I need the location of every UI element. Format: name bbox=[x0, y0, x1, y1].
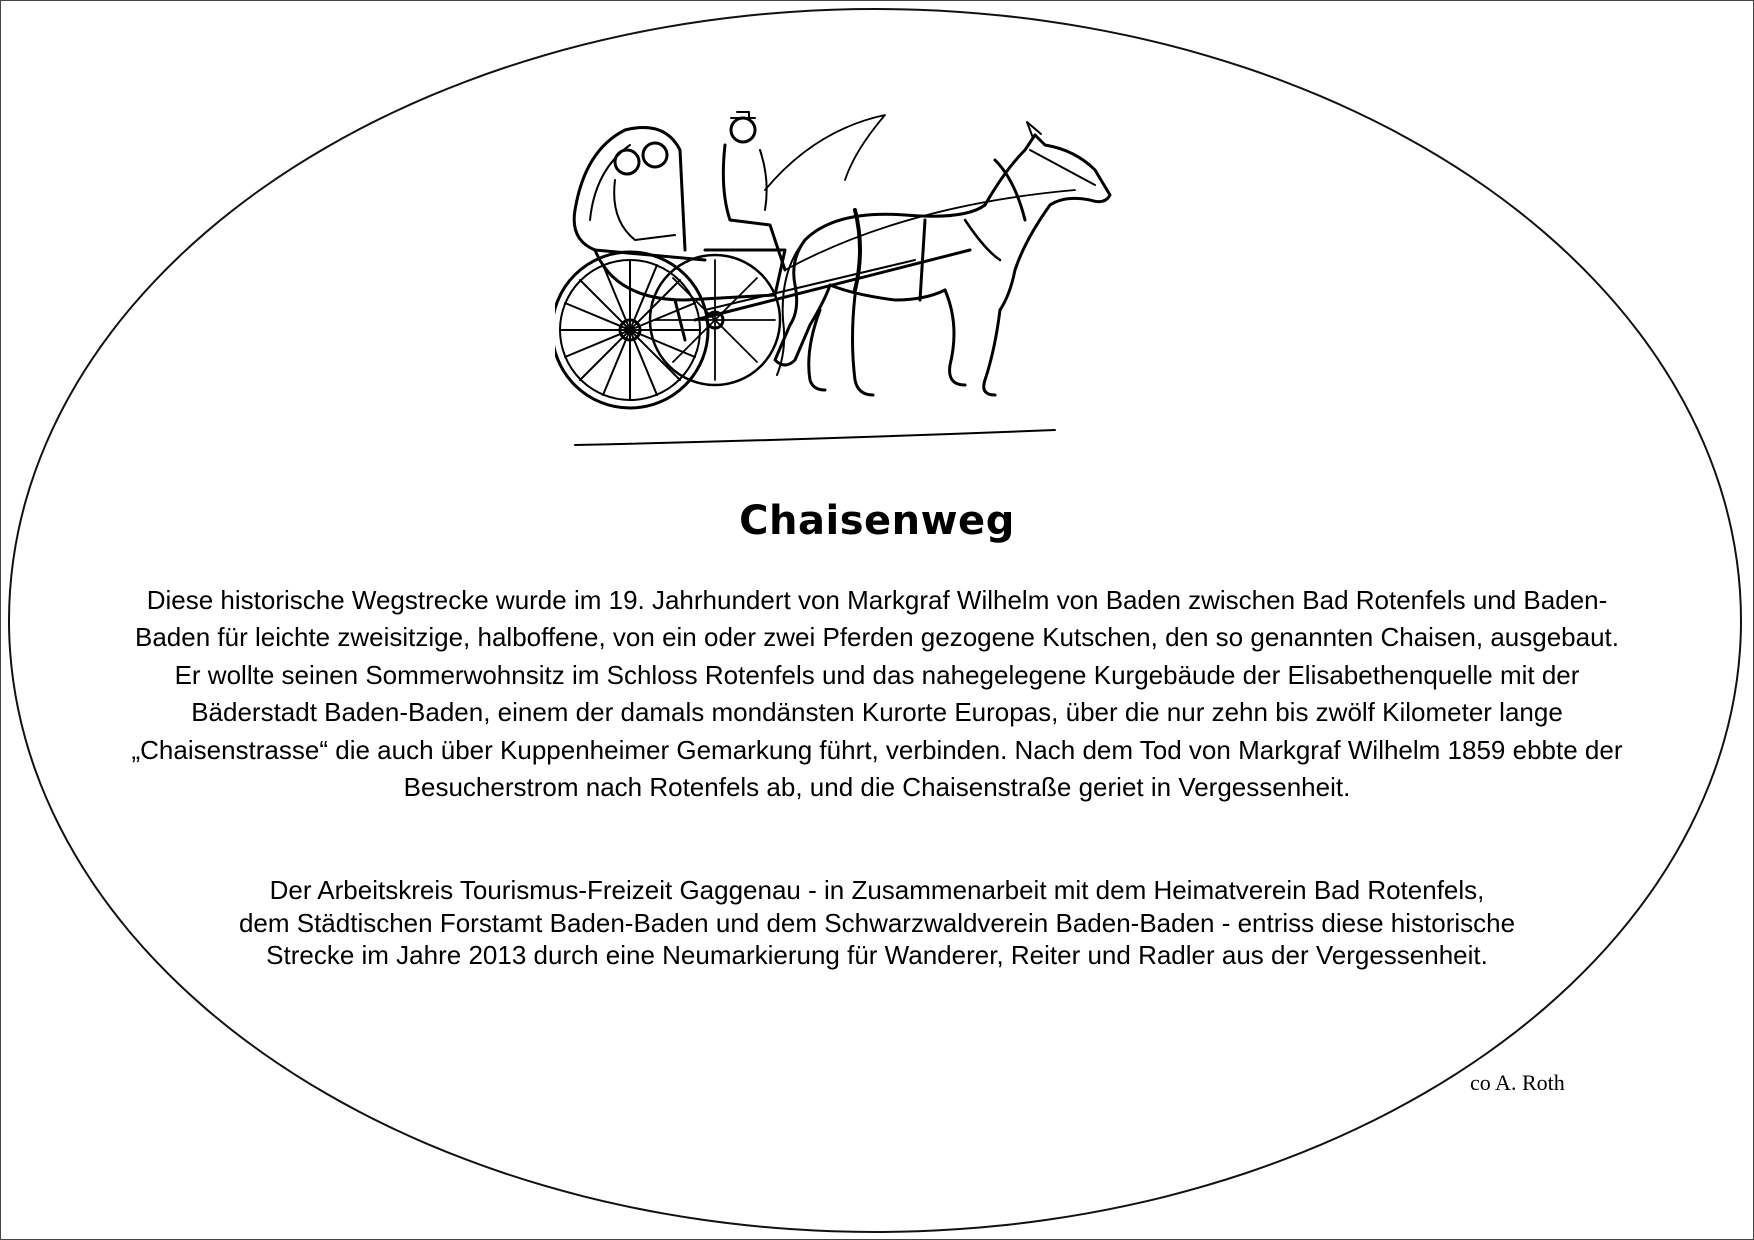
author-credit: co A. Roth bbox=[1470, 1070, 1565, 1095]
horse-drawn-chaise-illustration bbox=[555, 110, 1185, 460]
page-title: Chaisenweg bbox=[739, 498, 1015, 544]
history-paragraph: Diese historische Wegstrecke wurde im 19. Jahrhundert von Markgraf Wilhelm von Baden zwischen Bad Rotenfels und Baden-Baden für leichte zweisitzige, halboffene, von ein oder zwei Pferden gezogene Kutschen, den so genannten Chaisen, ausgebaut. Er wollte seinen Sommerwohnsitz im Schloss Rotenfels und das nahegelegene Kurgebäude der Elisabethenquelle mit der Bäderstadt Baden-Baden, einem der damals mondänsten Kurorte Europas, über die nur zehn bis zwölf Kilometer lange „Chaisenstrasse“ die auch über Kuppenheimer Gemarkung führt, verbinden. Nach dem Tod von Markgraf Wilhelm 1859 ebbte der Besucherstrom nach Rotenfels ab, und die Chaisenstraße geriet in Vergessenheit. bbox=[131, 585, 1623, 803]
credits-line: Der Arbeitskreis Tourismus-Freizeit Gaggenau - in Zusammenarbeit mit dem Heimatverein Bad Rotenfels, bbox=[269, 875, 1485, 905]
credits-paragraph bbox=[120, 874, 1634, 972]
credits-line: Strecke im Jahre 2013 durch eine Neumarkierung für Wanderer, Reiter und Radler aus der Vergessenheit. bbox=[266, 940, 1488, 970]
credits-line: dem Städtischen Forstamt Baden-Baden und dem Schwarzwaldverein Baden-Baden - entriss diese historische bbox=[238, 907, 1516, 938]
